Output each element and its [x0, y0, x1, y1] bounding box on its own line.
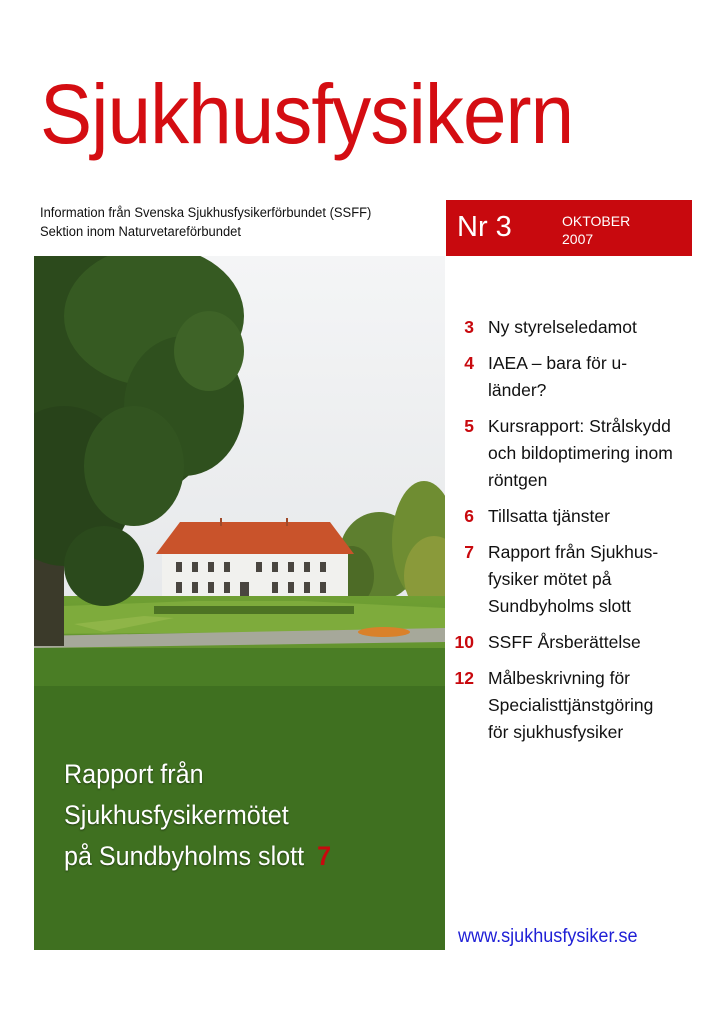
website-link[interactable]: www.sjukhusfysiker.se — [458, 926, 638, 947]
toc-item[interactable] — [448, 629, 698, 656]
toc-item[interactable] — [448, 665, 698, 746]
caption-line-3-text: på Sundbyholms slott — [64, 841, 305, 871]
toc-page-number: 3 — [464, 317, 474, 337]
org-line-1: Information från Svenska Sjukhusfysikerförbundet (SSFF) — [40, 205, 372, 220]
issue-month: OKTOBER — [562, 213, 631, 229]
cover-caption — [64, 754, 408, 877]
toc-page-number: 7 — [464, 542, 474, 562]
toc-page-number: 12 — [454, 668, 474, 688]
toc-page-number: 4 — [464, 353, 474, 373]
caption-line-1: Rapport från — [64, 759, 204, 789]
cover-photo — [34, 256, 445, 950]
toc-title: Målbeskrivning för Specialisttjänstgöring för sjukhusfysiker — [488, 668, 654, 742]
toc-title: Rapport från Sjukhus-fysiker mötet på Sundbyholms slott — [488, 542, 659, 616]
toc-title: Ny styrelseledamot — [488, 317, 637, 337]
toc-item[interactable] — [448, 413, 698, 494]
toc-title: IAEA – bara för u-länder? — [488, 353, 628, 400]
issue-number: Nr 3 — [457, 211, 512, 243]
toc-item[interactable] — [448, 314, 698, 341]
publisher-info — [40, 203, 424, 241]
toc-item[interactable] — [448, 350, 698, 404]
table-of-contents — [448, 314, 698, 755]
toc-title: Tillsatta tjänster — [488, 506, 610, 526]
toc-item[interactable] — [448, 503, 698, 530]
toc-item[interactable] — [448, 539, 698, 620]
toc-title: SSFF Årsberättelse — [488, 632, 641, 652]
org-line-2: Sektion inom Naturvetareförbundet — [40, 224, 241, 239]
masthead-title: Sjukhusfysikern — [40, 67, 574, 161]
caption-line-3 — [64, 836, 408, 877]
issue-year: 2007 — [562, 231, 594, 247]
issue-date — [562, 212, 630, 248]
toc-page-number: 5 — [464, 416, 474, 436]
toc-title: Kursrapport: Strålskydd och bildoptimering inom röntgen — [488, 416, 673, 490]
toc-page-number: 6 — [464, 506, 474, 526]
issue-banner — [446, 200, 692, 256]
caption-page-number: 7 — [317, 841, 332, 871]
toc-page-number: 10 — [454, 632, 474, 652]
caption-line-2: Sjukhusfysikermötet — [64, 800, 289, 830]
